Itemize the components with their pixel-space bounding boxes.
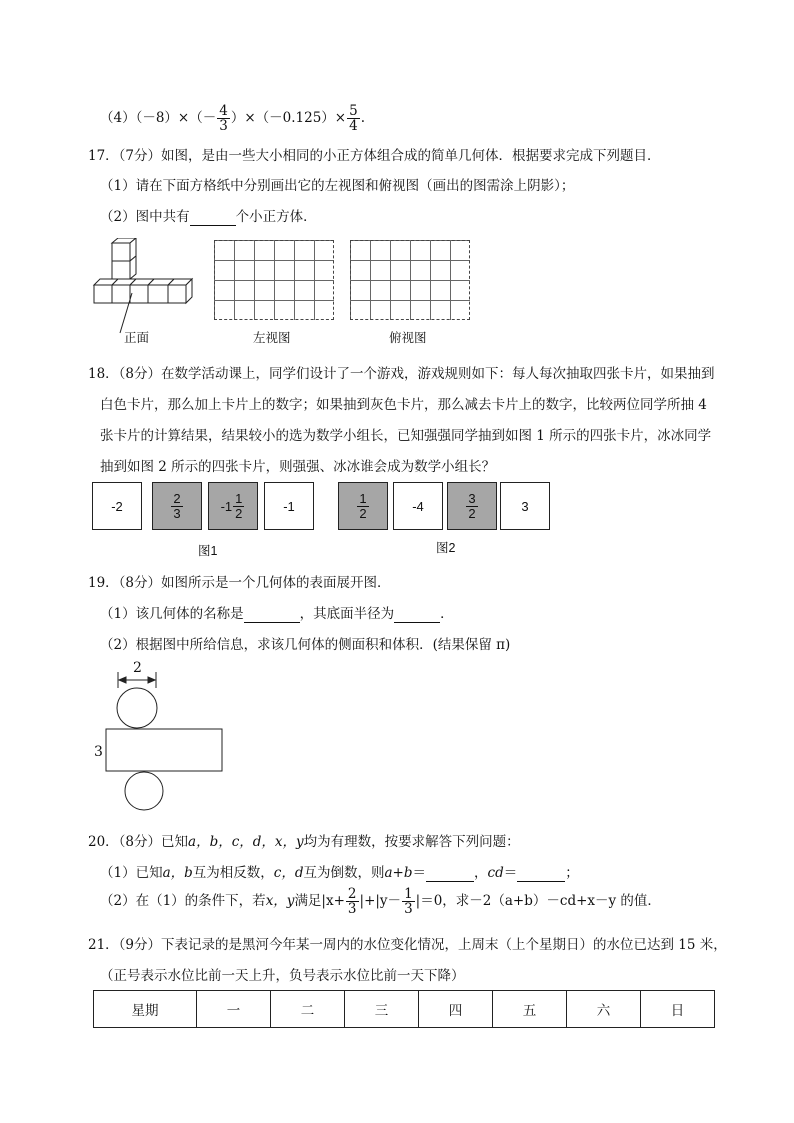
table-header-cell: 日 xyxy=(641,991,715,1028)
fraction-5-4: $\frac{5}{4}$ xyxy=(349,103,358,135)
table-row xyxy=(94,991,715,1028)
q20-part2: （2）在（1）的条件下，若x，y满足|x+ $\frac{2}{3}$ |+|y－ $\frac{1}{3}$ |＝0，求－2（a+b）－cd+x－y 的值． xyxy=(100,886,661,918)
fig1-caption: 图1 xyxy=(198,544,218,558)
water-level-table xyxy=(93,990,715,1028)
fig1-card-2: $\frac{2}{3}$ xyxy=(152,482,202,530)
fig2-caption: 图2 xyxy=(436,541,456,555)
table-header-cell: 一 xyxy=(197,991,271,1028)
q17-part1: （1）请在下面方格纸中分别画出它的左视图和俯视图（画出的图需涂上阴影）； xyxy=(100,178,575,194)
q21-line1: 21．（9分）下表记录的是黑河今年某一周内的水位变化情况，上周末（上个星期日）的水位已达到 15 米， xyxy=(88,937,727,953)
cylinder-net-figure xyxy=(88,662,228,812)
q20-part1: （1）已知a，b互为相反数，c，d互为倒数，则a+b＝ ，cd＝ ； xyxy=(100,865,579,881)
fig2-card-3: $\frac{3}{2}$ xyxy=(447,482,497,530)
answer-blank[interactable] xyxy=(244,606,300,623)
table-header-cell: 二 xyxy=(271,991,345,1028)
q18-line3: 张卡片的计算结果，结果较小的选为数学小组长，已知强强同学抽到如图 1 所示的四张卡片，冰冰同学 xyxy=(100,428,712,444)
fig1-card-3: -1 $\frac{1}{2}$ xyxy=(208,482,258,530)
q19-part2: （2）根据图中所给信息，求该几何体的侧面积和体积．(结果保留 π) xyxy=(100,637,511,653)
answer-blank[interactable] xyxy=(394,606,440,623)
answer-blank[interactable] xyxy=(426,865,474,882)
fig2-card-2: -4 xyxy=(393,482,443,530)
table-header-cell: 三 xyxy=(345,991,419,1028)
q17-heading: 17．（7分）如图，是由一些大小相同的小正方体组合成的简单几何体．根据要求完成下列题目． xyxy=(88,148,661,164)
q18-line1: 18．（8分）在数学活动课上，同学们设计了一个游戏，游戏规则如下：每人每次抽取四张卡片，如果抽到 xyxy=(88,366,715,382)
fig1-card-1: -2 xyxy=(92,482,142,530)
top-view-label: 俯视图 xyxy=(389,331,427,345)
left-view-label: 左视图 xyxy=(253,331,291,345)
dimension-side-label: 3 xyxy=(94,744,103,760)
q17-part2: （2）图中共有 个小正方体． xyxy=(100,209,317,225)
q19-heading: 19．（8分）如图所示是一个几何体的表面展开图． xyxy=(88,575,391,591)
q21-line2: （正号表示水位比前一天上升，负号表示水位比前一天下降） xyxy=(100,968,465,984)
table-header-cell: 四 xyxy=(419,991,493,1028)
fig2-card-4: 3 xyxy=(500,482,550,530)
fraction-4-3: $\frac{4}{3}$ xyxy=(219,103,228,135)
left-view-grid[interactable] xyxy=(214,240,334,320)
q16-part4: （4）（－8）×（－ $\frac{4}{3}$ ）×（－0.125）× $\frac{5}{4}$ . xyxy=(100,103,366,135)
q19-part1: （1）该几何体的名称是 ，其底面半径为 ． xyxy=(100,606,454,622)
answer-blank[interactable] xyxy=(190,209,236,226)
q20-heading: 20．（8分）已知a，b，c，d，x，y均为有理数，按要求解答下列问题： xyxy=(88,834,520,850)
table-header-cell: 五 xyxy=(493,991,567,1028)
top-view-grid[interactable] xyxy=(350,240,470,320)
q18-line4: 抽到如图 2 所示的四张卡片，则强强、冰冰谁会成为数学小组长？ xyxy=(100,459,496,475)
fig1-card-4: -1 xyxy=(264,482,314,530)
dimension-top-label: 2 xyxy=(133,660,142,676)
table-header-cell: 星期 xyxy=(94,991,197,1028)
front-label: 正面 xyxy=(124,331,150,345)
answer-blank[interactable] xyxy=(517,865,565,882)
table-header-cell: 六 xyxy=(567,991,641,1028)
fig2-card-1: $\frac{1}{2}$ xyxy=(338,482,388,530)
q18-line2: 白色卡片，那么加上卡片上的数字；如果抽到灰色卡片，那么减去卡片上的数字，比较两位同学所抽 4 xyxy=(100,397,707,413)
